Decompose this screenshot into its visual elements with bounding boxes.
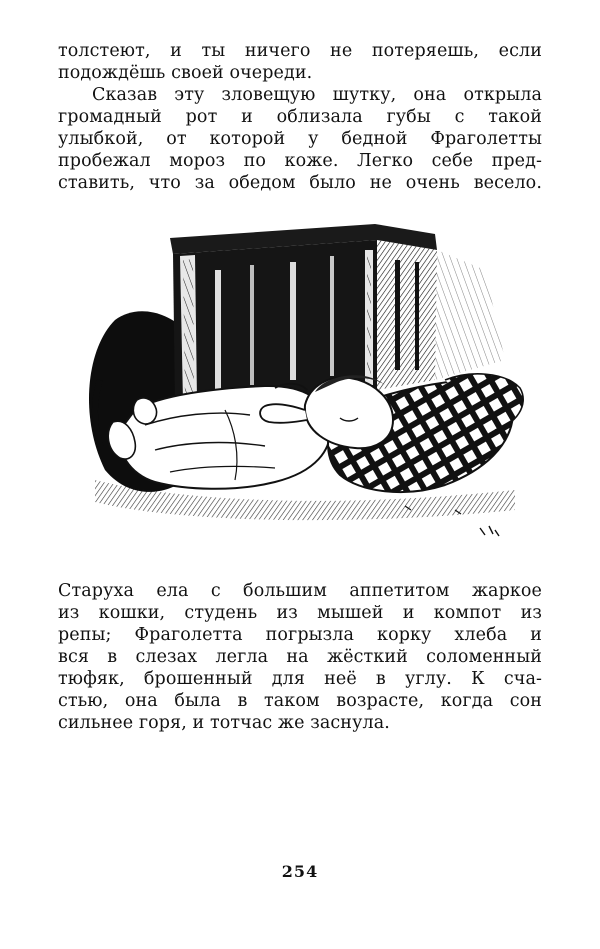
text-line: громадный рот и облизала губы с такой (58, 107, 542, 127)
text-line: толстеют, и ты ничего не потеряешь, если (58, 41, 542, 61)
text-line: Старуха ела с большим аппетитом жаркое (58, 581, 542, 601)
text-line: пробежал мороз по коже. Легко себе пред- (58, 151, 542, 171)
text-line: Сказав эту зловещую шутку, она открыла (92, 85, 542, 105)
text-line: ставить, что за обедом было не очень весело. (58, 173, 542, 193)
page-number: 254 (281, 862, 319, 881)
text-line: улыбкой, от которой у бедной Фраголетты (58, 129, 542, 149)
text-line: вся в слезах легла на жёсткий соломенный (58, 647, 542, 667)
text-line: стью, она была в таком возрасте, когда сон (58, 691, 542, 711)
sleeping-girl-engraving-icon (75, 210, 535, 550)
text-line: подождёшь своей очереди. (58, 63, 313, 83)
text-line: репы; Фраголетта погрызла корку хлеба и (58, 625, 542, 645)
text-paragraph-bottom (58, 580, 542, 734)
text-line: сильнее горя, и тотчас же заснула. (58, 713, 390, 733)
text-line: из кошки, студень из мышей и компот из (58, 603, 542, 623)
text-paragraph-top (58, 40, 542, 194)
text-line: тюфяк, брошенный для неё в углу. К сча- (58, 669, 542, 689)
